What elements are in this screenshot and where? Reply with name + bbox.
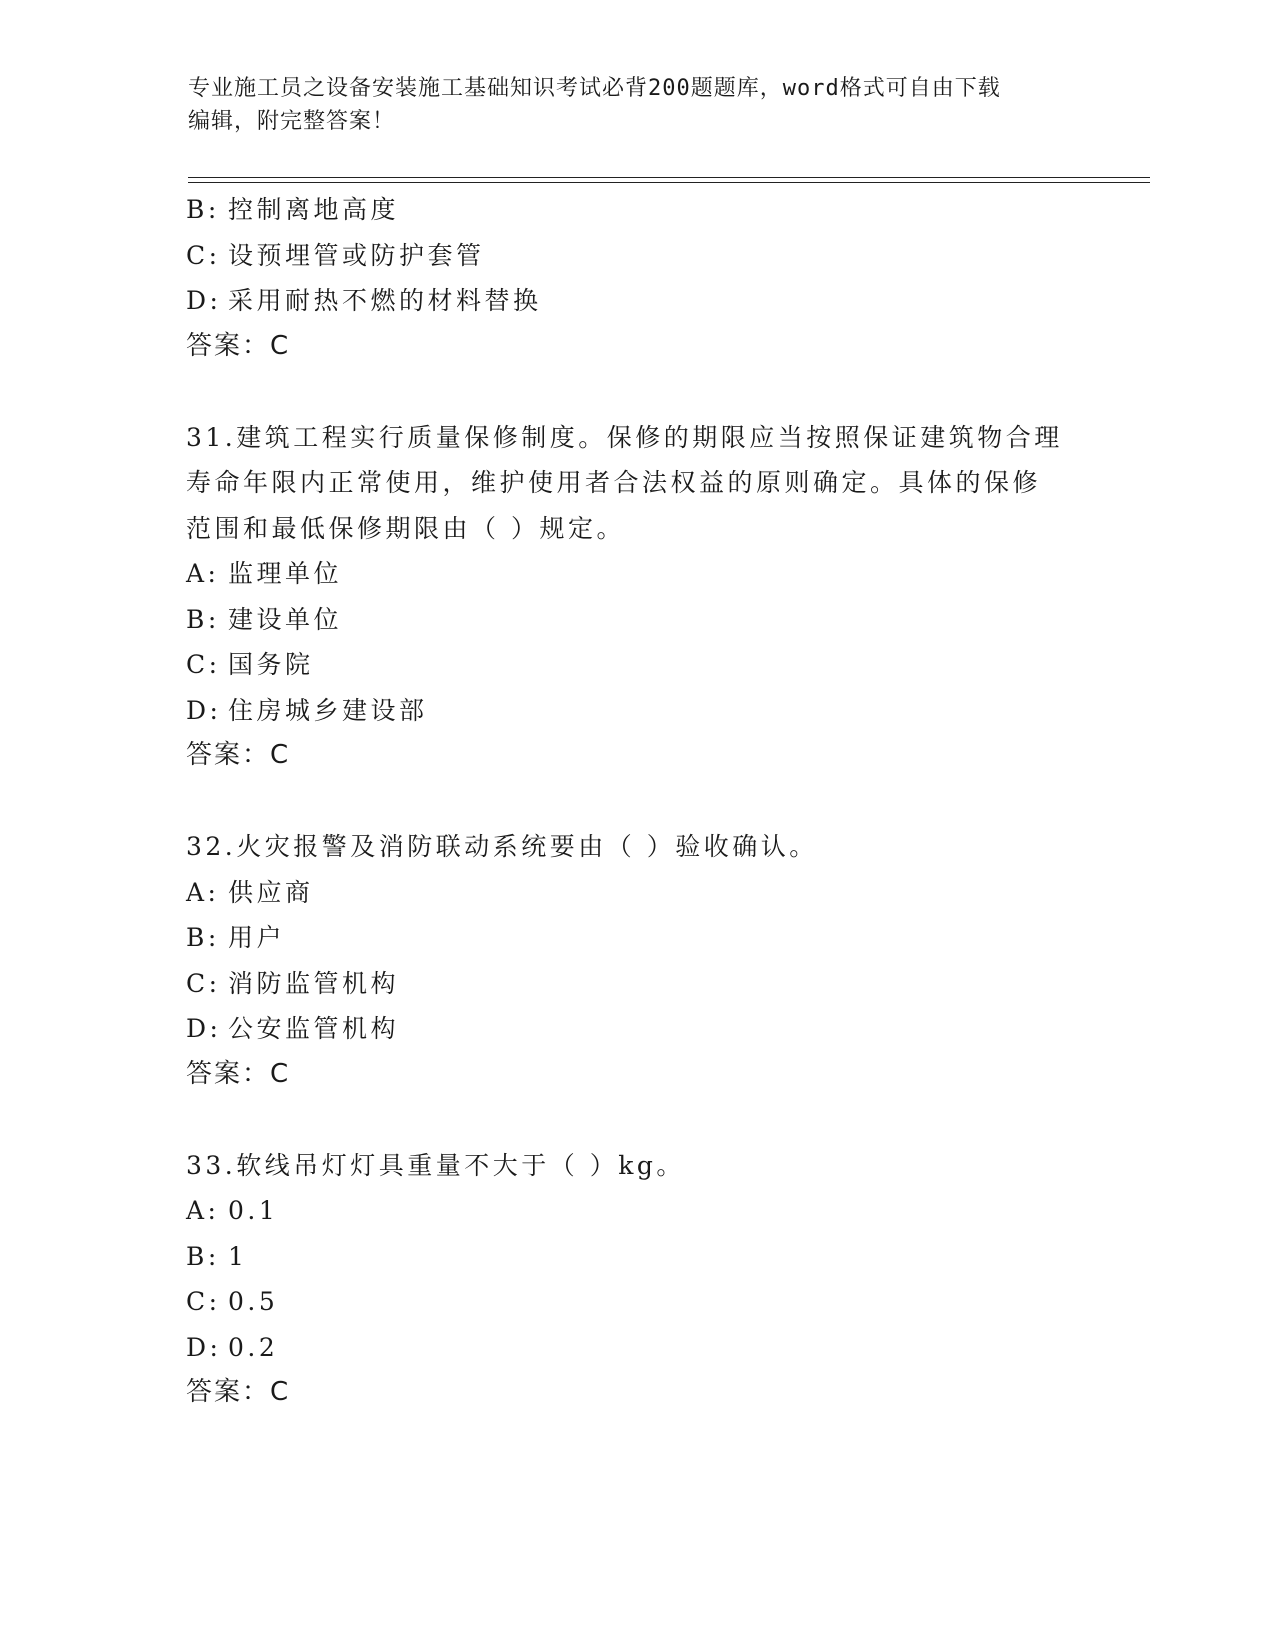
question-31 [186,415,1126,779]
question-list [186,187,1126,1416]
option-c [186,642,1126,688]
option-d [186,688,1126,734]
option-d [186,278,1126,324]
option-b [186,915,1126,961]
option-key: A: [186,559,220,588]
answer-label: 答案：C [186,330,291,361]
option-c [186,233,1126,279]
option-text: 消防监管机构 [228,968,400,998]
option-text: 0.1 [228,1196,279,1225]
option-c [186,961,1126,1007]
spacer [186,369,1126,415]
header-title-line-1: 专业施工员之设备安装施工基础知识考试必背200题题库，word格式可自由下载 [188,76,1001,101]
spacer [186,779,1126,825]
option-a [186,1188,1126,1234]
option-key: D: [186,1014,222,1043]
option-d [186,1006,1126,1052]
option-a [186,870,1126,916]
question-stem-line: 33.软线吊灯灯具重量不大于（ ）kg。 [186,1150,685,1180]
option-key: C: [186,1287,221,1316]
option-text: 0.2 [228,1332,279,1362]
option-text: 监理单位 [228,559,343,588]
option-key: B: [186,923,220,952]
option-b [186,187,1126,233]
header-divider-bottom [188,182,1150,183]
option-key: D: [186,286,222,315]
question-33 [186,1143,1126,1416]
option-c [186,1279,1126,1325]
option-key: D: [186,1332,222,1362]
answer-label: 答案：C [186,1377,291,1407]
option-a [186,551,1126,597]
option-key: C: [186,240,221,270]
answer-label: 答案：C [186,1058,291,1089]
document-header [188,72,1088,138]
answer-label: 答案：C [186,740,291,770]
option-text: 1 [228,1241,248,1271]
option-key: A: [186,1196,220,1225]
option-key: D: [186,695,222,725]
option-text: 建设单位 [228,604,343,634]
spacer [186,1097,1126,1143]
option-text: 国务院 [228,650,314,679]
question-32 [186,824,1126,1097]
question-stem-line: 范围和最低保修期限由（ ）规定。 [186,513,625,543]
header-title-line-2: 编辑，附完整答案！ [188,109,396,134]
option-text: 用户 [228,923,286,952]
option-b [186,597,1126,643]
option-key: B: [186,195,220,224]
question-stem-line: 32.火灾报警及消防联动系统要由（ ）验收确认。 [186,832,818,861]
option-key: C: [186,650,221,679]
option-key: C: [186,968,221,998]
option-key: B: [186,1241,220,1271]
option-text: 采用耐热不燃的材料替换 [228,286,542,315]
option-text: 设预埋管或防护套管 [228,240,485,270]
option-text: 控制离地高度 [228,195,400,224]
question-30-continuation [186,187,1126,369]
header-divider-top [188,177,1150,178]
option-key: B: [186,604,220,634]
option-text: 0.5 [228,1287,279,1316]
option-key: A: [186,877,220,907]
question-stem-line: 31.建筑工程实行质量保修制度。保修的期限应当按照保证建筑物合理 [186,422,1063,452]
option-b [186,1234,1126,1280]
question-stem-line: 寿命年限内正常使用，维护使用者合法权益的原则确定。具体的保修 [186,468,1042,497]
option-d [186,1325,1126,1371]
option-text: 住房城乡建设部 [228,695,428,725]
option-text: 供应商 [228,877,314,907]
option-text: 公安监管机构 [228,1014,400,1043]
